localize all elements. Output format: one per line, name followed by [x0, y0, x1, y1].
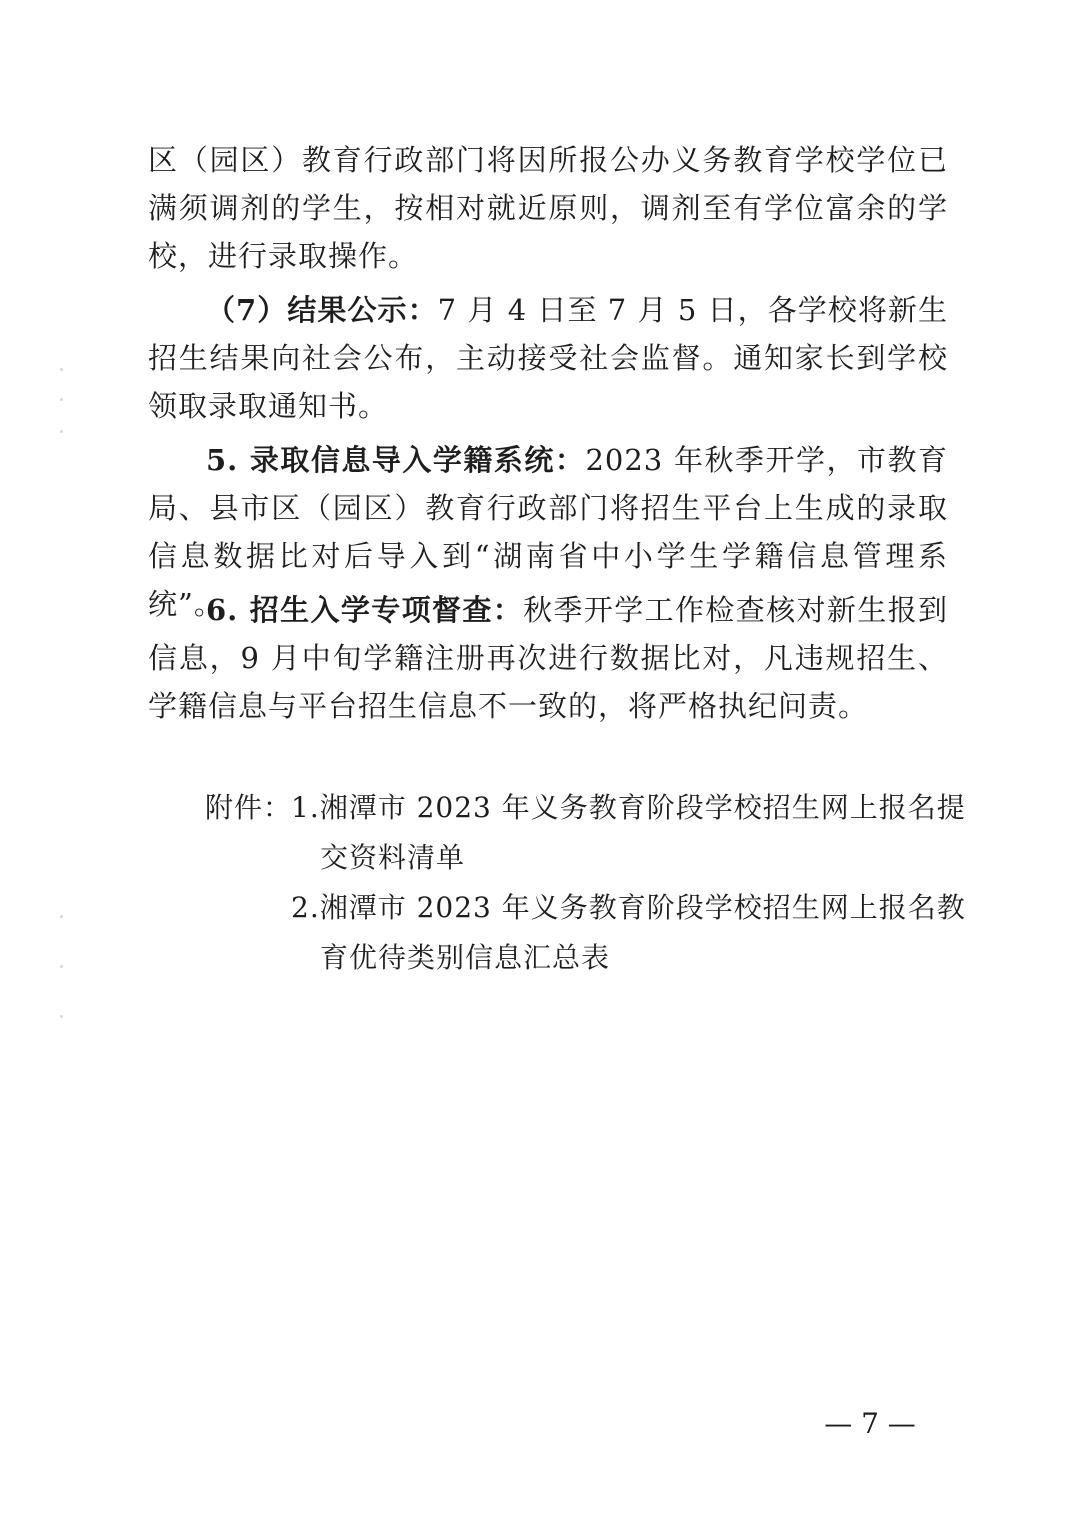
- scan-speck: [60, 1015, 63, 1018]
- paragraph-text: 秋季开学工作检查核对新生报到信息，9 月中旬学籍注册再次进行数据比对，凡违规招生、学籍信息与平台招生信息不一致的，将严格执纪问责。: [148, 593, 948, 723]
- attachment-item-2-line-2: 育优待类别信息汇总表: [320, 941, 611, 974]
- scan-speck: [60, 915, 63, 918]
- paragraph-heading: 5. 录取信息导入学籍系统：: [206, 443, 586, 477]
- attachment-item-1-line-2: 交资料清单: [320, 841, 466, 874]
- paragraph-text: 2023 年秋季开学，市教育局、县市区（园区）教育行政部门将招生平台上生成的录取信息数据比对后导入到“湖南省中小学生学籍信息管理系统”。: [148, 443, 948, 621]
- page-number: — 7 —: [824, 1407, 916, 1440]
- paragraph-special-inspection: [148, 586, 948, 730]
- paragraph-result-publicity: [148, 286, 948, 430]
- scan-speck: [60, 965, 63, 968]
- scan-speck: [60, 430, 63, 433]
- paragraph-heading: 6. 招生入学专项督查：: [206, 593, 524, 627]
- attachments-label: 附件：: [205, 791, 293, 824]
- paragraph-text: 区（园区）教育行政部门将因所报公办义务教育学校学位已满须调剂的学生，按相对就近原则，调剂至有学位富余的学校，进行录取操作。: [148, 143, 948, 273]
- attachment-item-2-line-1: 2.湘潭市 2023 年义务教育阶段学校招生网上报名教: [291, 891, 966, 924]
- scan-speck: [60, 398, 63, 401]
- scan-speck: [60, 368, 63, 371]
- paragraph-admission-adjustment: [148, 136, 948, 280]
- attachment-item-1-line-1: 1.湘潭市 2023 年义务教育阶段学校招生网上报名提: [291, 791, 966, 824]
- paragraph-heading: （7）结果公示：: [206, 293, 438, 327]
- paragraph-text: 7 月 4 日至 7 月 5 日，各学校将新生招生结果向社会公布，主动接受社会监督。通知家长到学校领取录取通知书。: [148, 293, 948, 423]
